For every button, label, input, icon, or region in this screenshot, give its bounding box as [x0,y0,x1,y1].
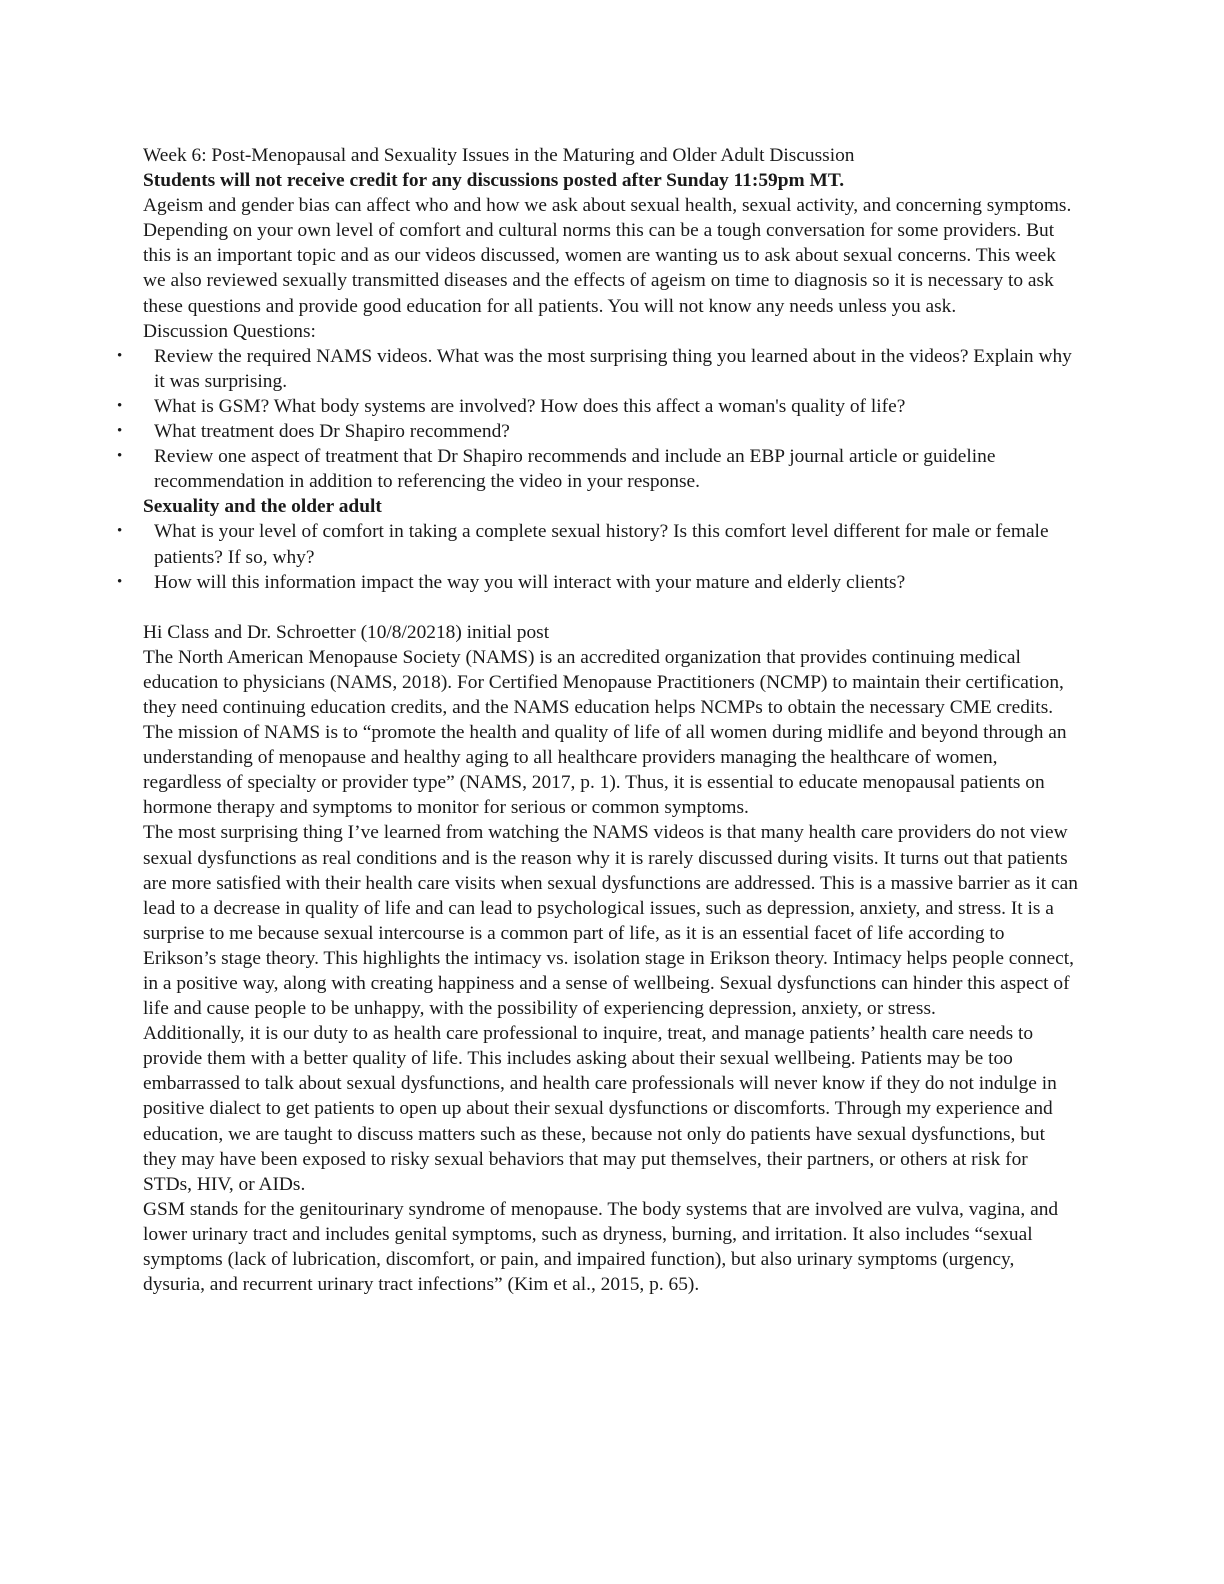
document-page [117,143,1078,1297]
list-item [117,419,1078,444]
question-text: How will this information impact the way you will interact with your mature and elderly clients? [154,571,906,593]
list-item [117,394,1078,419]
spacer [143,595,1078,620]
post-paragraph: The North American Menopause Society (NAMS) is an accredited organization that provides continuing medical education to physicians (NAMS, 2018). For Certified Menopause Practitioners (NCMP) to maintain their certification, they need continuing education credits, and the NAMS education helps NCMPs to obtain the necessary CME credits. The mission of NAMS is to “promote the health and quality of life of all women during midlife and beyond through an understanding of menopause and healthy aging to all healthcare providers managing the healthcare of women, regardless of specialty or provider type” (NAMS, 2017, p. 1). Thus, it is essential to educate menopausal patients on hormone therapy and symptoms to monitor for serious or common symptoms. [143,646,1067,819]
bullet-icon: • [117,423,123,440]
list-item [117,344,1078,394]
bullet-icon: • [117,523,123,540]
bullet-icon: • [117,347,123,364]
post-paragraph: Additionally, it is our duty to as health care professional to inquire, treat, and manage patients’ health care needs to provide them with a better quality of life. This includes asking about their sexual wellbeing. Patients may be too embarrassed to talk about sexual dysfunctions, and health care professionals will never know if they do not indulge in positive dialect to get patients to open up about their sexual dysfunctions or discomforts. Through my experience and education, we are taught to discuss matters such as these, because not only do patients have sexual dysfunctions, but they may have been exposed to risky sexual behaviors that may put themselves, their partners, or others at risk for STDs, HIV, or AIDs. [143,1023,1057,1195]
question-text: Review the required NAMS videos. What was the most surprising thing you learned about in the videos? Explain why it was surprising. [154,345,1072,392]
list-item [117,519,1078,569]
questions-heading: Discussion Questions: [143,320,316,342]
question-text: What is GSM? What body systems are involved? How does this affect a woman's quality of life? [154,395,906,417]
question-text: What treatment does Dr Shapiro recommend? [154,421,510,443]
list-item [117,570,1078,595]
section2-questions-list [117,519,1078,594]
questions-list [117,344,1078,495]
post-paragraph: GSM stands for the genitourinary syndrome of menopause. The body systems that are involved are vulva, vagina, and lower urinary tract and includes genital symptoms, such as dryness, burning, and irritation. It also includes “sexual symptoms (lack of lubrication, discomfort, or pain, and impaired function), but also urinary symptoms (urgency, dysuria, and recurrent urinary tract infections” (Kim et al., 2015, p. 65). [143,1198,1059,1296]
assignment-intro: Ageism and gender bias can affect who and how we ask about sexual health, sexual activity, and concerning symptoms. Depending on your own level of comfort and cultural norms this can be a tough conversation for some providers. But this is an important topic and as our videos discussed, women are wanting us to ask about sexual concerns. This week we also reviewed sexually transmitted diseases and the effects of ageism on time to diagnosis so it is necessary to ask these questions and provide good education for all patients. You will not know any needs unless you ask. [143,195,1072,317]
post-paragraph: The most surprising thing I’ve learned from watching the NAMS videos is that many health care providers do not view sexual dysfunctions as real conditions and is the reason why it is rarely discussed during visits. It turns out that patients are more satisfied with their health care visits when sexual dysfunctions are addressed. This is a massive barrier as it can lead to a decrease in quality of life and can lead to psychological issues, such as depression, anxiety, and stress. It is a surprise to me because sexual intercourse is a common part of life, as it is an essential facet of life according to Erikson’s stage theory. This highlights the intimacy vs. isolation stage in Erikson theory. Intimacy helps people connect, in a positive way, along with creating happiness and a sense of wellbeing. Sexual dysfunctions can hinder this aspect of life and cause people to be unhappy, with the possibility of experiencing depression, anxiety, or stress. [143,822,1078,1020]
bullet-icon: • [117,397,123,414]
list-item [117,444,1078,494]
deadline-notice: Students will not receive credit for any discussions posted after Sunday 11:59pm MT. [143,170,845,192]
question-text: Review one aspect of treatment that Dr Shapiro recommends and include an EBP journal article or guideline recommendation in addition to referencing the video in your response. [154,446,996,493]
post-greeting: Hi Class and Dr. Schroetter (10/8/20218) initial post [143,621,550,643]
section-heading: Sexuality and the older adult [143,496,382,518]
bullet-icon: • [117,448,123,465]
assignment-title: Week 6: Post-Menopausal and Sexuality Issues in the Maturing and Older Adult Discussion [143,145,855,166]
question-text: What is your level of comfort in taking a complete sexual history? Is this comfort level different for male or female patients? If so, why? [154,521,1049,568]
bullet-icon: • [117,573,123,590]
